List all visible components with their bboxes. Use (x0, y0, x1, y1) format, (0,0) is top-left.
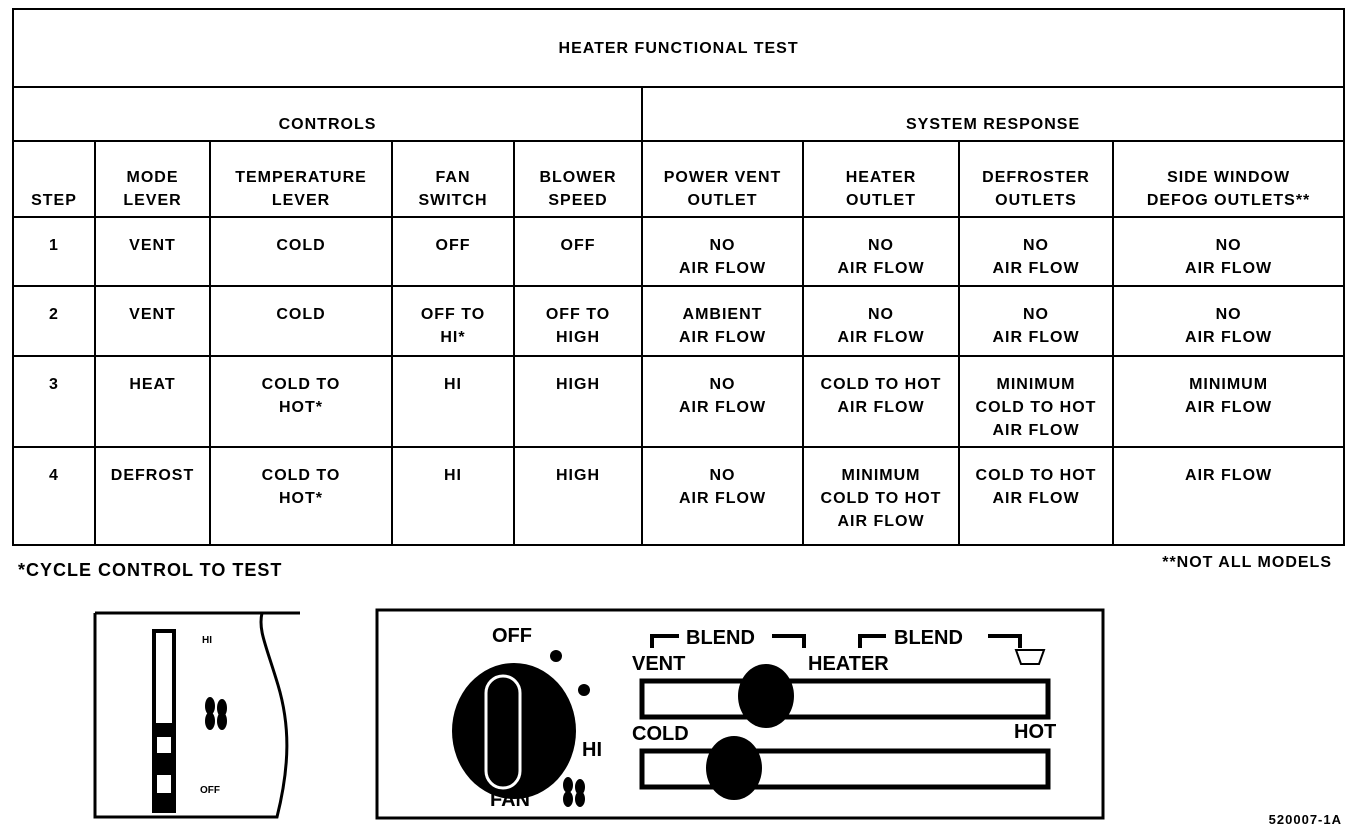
table-cell: HIGH (514, 447, 642, 545)
figure-id: 520007-1A (1268, 812, 1342, 827)
blend-label-2: BLEND (894, 627, 963, 649)
table-cell: NO AIR FLOW (959, 217, 1113, 286)
table-cell: HIGH (514, 356, 642, 447)
table-cell: MINIMUM AIR FLOW (1113, 356, 1344, 447)
table-cell: OFF (514, 217, 642, 286)
table-row (13, 286, 1344, 356)
speed-dot-icon (578, 684, 590, 696)
column-header: FAN SWITCH (392, 141, 514, 217)
table-cell: 2 (13, 286, 95, 356)
table-cell: OFF TO HI* (392, 286, 514, 356)
table-cell: 1 (13, 217, 95, 286)
table-cell: NO AIR FLOW (642, 447, 803, 545)
switch-off-label: OFF (200, 785, 220, 796)
fan-hi-label: HI (582, 739, 602, 761)
table-cell: 3 (13, 356, 95, 447)
fan-knob[interactable] (452, 663, 576, 799)
column-header: BLOWER SPEED (514, 141, 642, 217)
table-title: HEATER FUNCTIONAL TEST (13, 9, 1344, 87)
heater-control-panel-illustration (374, 606, 1106, 822)
vent-label: VENT (632, 653, 686, 675)
table-cell: OFF (392, 217, 514, 286)
table-cell: DEFROST (95, 447, 210, 545)
table-cell: AMBIENT AIR FLOW (642, 286, 803, 356)
table-row (13, 447, 1344, 545)
table-cell: COLD (210, 286, 392, 356)
controls-section-header: CONTROLS (13, 87, 642, 141)
table-cell: VENT (95, 286, 210, 356)
fan-icon (563, 777, 585, 807)
heater-functional-test-table (12, 8, 1345, 546)
table-cell: VENT (95, 217, 210, 286)
column-header: DEFROSTER OUTLETS (959, 141, 1113, 217)
table-cell: COLD TO HOT AIR FLOW (803, 356, 959, 447)
mode-slider-track[interactable] (642, 681, 1048, 717)
table-cell: NO AIR FLOW (1113, 217, 1344, 286)
table-cell: MINIMUM COLD TO HOT AIR FLOW (803, 447, 959, 545)
table-cell: COLD TO HOT* (210, 447, 392, 545)
column-header: MODE LEVER (95, 141, 210, 217)
fan-icon (205, 697, 227, 730)
table-cell: 4 (13, 447, 95, 545)
hot-label: HOT (1014, 721, 1057, 743)
cycle-footnote: *CYCLE CONTROL TO TEST (18, 560, 283, 580)
column-header: SIDE WINDOW DEFOG OUTLETS** (1113, 141, 1344, 217)
table-cell: NO AIR FLOW (959, 286, 1113, 356)
table-cell: NO AIR FLOW (642, 356, 803, 447)
system-response-section-header: SYSTEM RESPONSE (642, 87, 1344, 141)
table-cell: NO AIR FLOW (803, 217, 959, 286)
fan-label: FAN (490, 789, 530, 811)
column-header: STEP (13, 141, 95, 217)
mode-slider-knob[interactable] (738, 664, 794, 728)
table-cell: COLD TO HOT AIR FLOW (959, 447, 1113, 545)
table-cell: AIR FLOW (1113, 447, 1344, 545)
column-header: TEMPERATURE LEVER (210, 141, 392, 217)
column-header: POWER VENT OUTLET (642, 141, 803, 217)
table-cell: HEAT (95, 356, 210, 447)
table-cell: HI (392, 356, 514, 447)
fan-switch-panel-illustration (90, 605, 300, 825)
table-row (13, 217, 1344, 286)
table-cell: HI (392, 447, 514, 545)
heater-label: HEATER (808, 653, 889, 675)
models-footnote: **NOT ALL MODELS (1162, 554, 1332, 571)
cold-label: COLD (632, 723, 689, 745)
table-cell: NO AIR FLOW (1113, 286, 1344, 356)
table-cell: COLD TO HOT* (210, 356, 392, 447)
fan-off-label: OFF (492, 625, 532, 647)
blend-label-1: BLEND (686, 627, 755, 649)
speed-dot-icon (550, 650, 562, 662)
temperature-slider-track[interactable] (642, 751, 1048, 787)
table-cell: OFF TO HIGH (514, 286, 642, 356)
table-cell: MINIMUM COLD TO HOT AIR FLOW (959, 356, 1113, 447)
table-cell: COLD (210, 217, 392, 286)
switch-hi-label: HI (202, 635, 212, 646)
defrost-icon (1016, 650, 1044, 664)
column-header: HEATER OUTLET (803, 141, 959, 217)
table-row (13, 356, 1344, 447)
table-cell: NO AIR FLOW (803, 286, 959, 356)
table-cell: NO AIR FLOW (642, 217, 803, 286)
temperature-slider-knob[interactable] (706, 736, 762, 800)
